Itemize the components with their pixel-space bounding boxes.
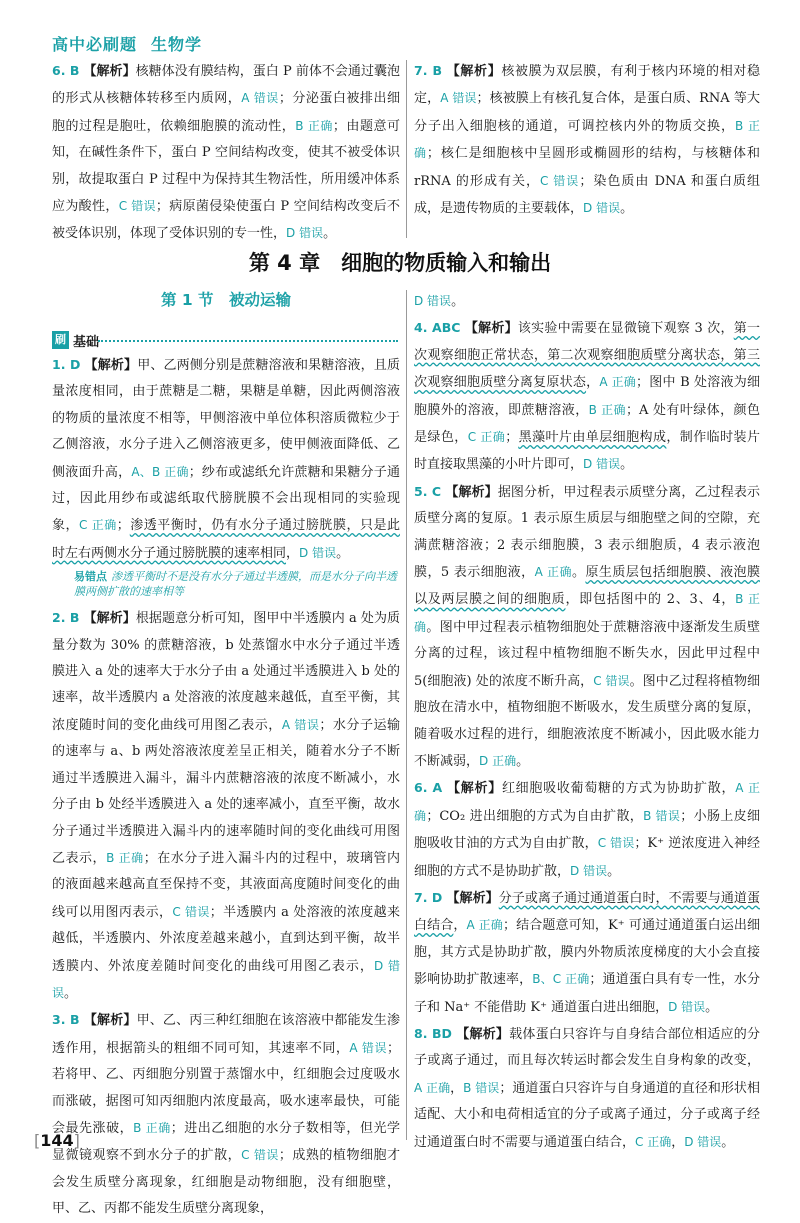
answer-text: ， <box>586 375 600 391</box>
analysis-tag: 【解析】 <box>83 611 136 627</box>
option-verdict: A 错误 <box>241 91 279 106</box>
analysis-tag: 【解析】 <box>447 781 502 797</box>
question-number: 6. B <box>52 63 80 78</box>
answer-text: ，制作临时装片时直接取黑藻的小叶片即可， <box>414 430 760 473</box>
analysis-tag: 【解析】 <box>84 358 138 373</box>
option-verdict: C 错误 <box>540 173 580 188</box>
option-verdict: D 错误 <box>583 201 621 216</box>
option-verdict: C 错误 <box>241 1148 279 1163</box>
answer-text: 。图中甲过程表示植物细胞处于蔗糖溶液中逐渐发生质壁分离的过程，该过程中植物细胞不断失水，因此甲过程中 5(细胞液) 处的浓度不断升高， <box>414 619 760 689</box>
basic-label <box>52 330 99 350</box>
option-verdict: D 错误 <box>684 1134 722 1149</box>
analysis-tag: 【解析】 <box>446 64 502 79</box>
error-note <box>74 569 400 599</box>
analysis-tag: 【解析】 <box>464 321 518 337</box>
option-verdict: B 错误 <box>643 808 681 823</box>
analysis-tag: 【解析】 <box>456 1026 510 1042</box>
column-divider <box>406 60 407 238</box>
answer-text: 。 <box>620 201 634 217</box>
answer-3-continued <box>414 288 760 315</box>
answer-text: ；核被膜上有核孔复合体，是蛋白质、RNA 等大分子出入细胞核的通道，可调控核内外的物质交换， <box>414 91 760 134</box>
answer-text: 甲、乙两侧分别是蔗糖溶液和果糖溶液，且质量浓度相同，由于蔗糖是二糖，果糖是单糖，因此两侧溶液的物质的量浓度不相等，甲侧溶液中单位体积溶质微粒少于乙侧溶液，水分子进入乙侧溶液更多，使甲侧液面降低、乙侧液面升高， <box>52 358 400 480</box>
left-column <box>52 352 400 1223</box>
answer-text: ； <box>116 518 130 534</box>
highlighted-text: 黑藻叶片由单层细胞构成 <box>518 430 667 446</box>
answer-text: ；病原菌侵染使蛋白 P 空间结构改变后不被受体识别，体现了受体识别的专一性， <box>52 199 400 242</box>
option-verdict: D 正确 <box>479 753 517 768</box>
option-verdict: A 正确 <box>466 918 503 933</box>
analysis-tag: 【解析】 <box>83 64 136 79</box>
option-verdict: B 正确 <box>588 402 626 417</box>
answer-text: ；K⁺ 逆浓度进入神经细胞的方式不是协助扩散， <box>414 836 760 879</box>
answer-text: ；图中 B 处溶液为细胞膜外的溶液，即蔗糖溶液， <box>414 375 760 418</box>
series-title: 高中必刷题 <box>52 35 138 54</box>
answer-5 <box>414 479 760 775</box>
answer-text: ；核仁是细胞核中呈圆形或椭圆形的结构，与核糖体和 rRNA 的形成有关， <box>414 146 760 189</box>
option-verdict: A 正确 <box>534 565 572 580</box>
answer-text: ， <box>286 545 300 561</box>
question-number: 3. B <box>52 1012 80 1028</box>
answer-text: ； <box>505 430 519 446</box>
note-text: 渗透平衡时不是没有水分子通过半透膜，而是水分子向半透膜两侧扩散的速率相等 <box>74 570 397 599</box>
answer-text: ；半透膜内 a 处溶液的浓度越来越低，半透膜内、外浓度差越来越小，直到达到平衡，故半透膜内、外浓度差随时间变化的曲线可用图乙表示， <box>52 904 400 974</box>
question-number: 5. C <box>414 483 442 499</box>
answer-text: 。 <box>607 863 621 879</box>
highlighted-text: 渗透平衡时，仍有水分子通过膀胱膜，只是此时左右两侧水分子通过膀胱膜的速率相同 <box>52 518 400 561</box>
answer-7-top <box>414 58 760 222</box>
option-verdict: D 错误 <box>583 457 621 472</box>
column-divider <box>406 290 407 1140</box>
analysis-tag: 【解析】 <box>446 890 499 906</box>
answer-text: ；结合题意可知，K⁺ 可通过通道蛋白运出细胞，其方式是协助扩散，膜内外物质浓度梯度的大小会直接影响协助扩散速率， <box>414 918 760 988</box>
page-number: [ 144 ] <box>34 1131 80 1150</box>
answer-1 <box>52 352 400 567</box>
option-verdict: A 错误 <box>440 91 477 106</box>
subject-title: 生物学 <box>151 35 203 54</box>
answer-text: 。 <box>705 999 719 1015</box>
answer-text: ；小肠上皮细胞吸收甘油的方式为自由扩散， <box>414 808 760 852</box>
option-verdict: A、B 正确 <box>131 464 189 479</box>
option-verdict: D 错误 <box>570 863 608 878</box>
answer-text: ；CO₂ 进出细胞的方式为自由扩散， <box>426 808 644 824</box>
answer-text: 核糖体没有膜结构，蛋白 P 前体不会通过囊泡的形式从核糖体转移至内质网， <box>52 64 400 107</box>
option-verdict: A 错误 <box>281 717 320 732</box>
answer-text: 。 <box>64 985 78 1001</box>
option-verdict: D 错误 <box>668 999 706 1014</box>
answer-text: ；成熟的植物细胞才会发生质壁分离现象，红细胞是动物细胞，没有细胞壁，甲、乙、丙都不能发生质壁分离现象， <box>52 1148 400 1217</box>
section-title: 第 1 节 被动运输 <box>160 291 292 309</box>
highlighted-text: 分子或离子通过通道蛋白时，不需要与通道蛋白结合 <box>414 890 760 934</box>
option-verdict: C 错误 <box>172 904 210 919</box>
answer-text: 载体蛋白只容许与自身结合部位相适应的分子或离子通过，而且每次转运时都会发生自身构象的改变， <box>414 1026 760 1069</box>
answer-text: ，即包括图中的 2、3、4， <box>565 592 736 608</box>
option-verdict: D 错误 <box>52 958 400 1000</box>
answer-text: 。 <box>721 1134 735 1150</box>
answer-text: 红细胞吸收葡萄糖的方式为协助扩散， <box>501 781 736 797</box>
answer-text: 根据题意分析可知，图甲中半透膜内 a 处为质量分数为 30% 的蔗糖溶液，b 处蒸馏水中水分子通过半透膜进入 a 处的速率大于水分子由 a 处通过半透膜进入 b 处的速率，故半透膜内 a 处溶液的浓度越来越低，直至平衡，其浓度随时间的变化曲线可用图乙表示， <box>52 611 400 733</box>
answer-text: 。 <box>571 565 586 581</box>
dotted-rule <box>98 340 398 342</box>
option-verdict: B 正确 <box>133 1120 171 1135</box>
answer-text: 据图分析，甲过程表示质壁分离，乙过程表示质壁分离的复原。1 表示原生质层与细胞壁之间的空隙，充满蔗糖溶液；2 表示细胞膜，3 表示细胞质，4 表示液泡膜，5 表示细胞液， <box>414 484 760 581</box>
answer-text: ；水分子运输的速率与 a、b 两处溶液浓度差呈正相关，随着水分子不断通过半透膜进入漏斗，漏斗内蔗糖溶液的浓度不断减小，水分子由 b 处经半透膜进入 a 处的速率减小，直至平衡，故水分子通过半透膜进入漏斗内的速率随时间的变化曲线可用图乙表示， <box>52 717 400 866</box>
answer-text: 。 <box>323 226 337 242</box>
option-verdict: D 错误 <box>299 545 337 560</box>
question-number: 1. D <box>52 357 81 372</box>
answer-text: ；A 处有叶绿体，颜色是绿色， <box>414 402 760 446</box>
answer-text: ；通道蛋白具有专一性，水分子和 Na⁺ 不能借助 K⁺ 通道蛋白进出细胞， <box>414 972 760 1015</box>
answer-text: ， <box>450 1080 464 1096</box>
right-column <box>414 288 760 1156</box>
option-verdict: C 正确 <box>467 430 506 445</box>
answer-text: 。 <box>620 457 634 473</box>
answer-text: ；纱布或滤纸允许蔗糖和果糖分子通过，因此用纱布或滤纸取代膀胱膜不会出现相同的实验现象， <box>52 464 400 534</box>
option-verdict: A 正确 <box>414 781 760 823</box>
page-header <box>52 32 202 55</box>
answer-text: 核被膜为双层膜，有利于核内环境的相对稳定， <box>414 64 760 107</box>
answer-text: 甲、乙、丙三种红细胞在该溶液中都能发生渗透作用，根据箭头的粗细不同可知，其速率不同， <box>52 1013 400 1056</box>
answer-block <box>414 58 760 222</box>
highlighted-text: 第一次观察细胞正常状态，第二次观察细胞质壁分离状态，第三次观察细胞质壁分离复原状态 <box>414 321 760 391</box>
answer-text: ；由题意可知，在碱性条件下，蛋白 P 空间结构改变，使其不被受体识别，故提取蛋白 P 过程中为保持其生物活性，所用缓冲体系应为酸性， <box>52 118 400 215</box>
option-verdict: B 正确 <box>414 592 760 634</box>
question-number: 7. B <box>414 63 442 78</box>
option-verdict: D 错误 <box>414 294 452 308</box>
answer-2 <box>52 605 400 1007</box>
option-verdict: C 正确 <box>79 518 117 533</box>
option-verdict: A 正确 <box>599 375 637 390</box>
answer-text: 。 <box>451 294 465 309</box>
answer-text: 。图中乙过程将植物细胞放在清水中，植物细胞不断吸水，发生质壁分离的复原，随着吸水过程的进行，细胞液浓度不断减小，因此吸水能力不断减弱， <box>414 673 760 769</box>
answer-text: ；在水分子进入漏斗内的过程中，玻璃管内的液面越来越高直至保持不变，其液面高度随时间变化的曲线可以用图丙表示， <box>52 850 400 920</box>
analysis-tag: 【解析】 <box>83 1013 137 1029</box>
option-verdict: C 错误 <box>597 836 635 851</box>
question-number: 6. A <box>414 780 443 796</box>
error-point-icon: 易错点 <box>74 570 107 584</box>
answer-6 <box>414 775 760 885</box>
highlighted-text: 原生质层包括细胞膜、液泡膜以及两层膜之间的细胞质 <box>414 565 760 608</box>
option-verdict: B 正确 <box>295 118 333 133</box>
answer-text: 。 <box>336 545 350 561</box>
answer-text: ；若将甲、乙、丙细胞分别置于蒸馏水中，红细胞会过度吸水而涨破，据图可知丙细胞内浓度最高，吸水速率最快，可能会最先涨破， <box>52 1040 400 1136</box>
answer-block <box>52 58 400 248</box>
answer-text: ， <box>671 1134 685 1150</box>
chapter-title: 第 4 章 细胞的物质输入和输出 <box>248 251 552 275</box>
answer-text: ；进出乙细胞的水分子数相等，但光学显微镜观察不到水分子的扩散， <box>52 1120 400 1164</box>
answer-text: ；通道蛋白只容许与自身通道的直径和形状相适配、大小和电荷相适宜的分子或离子通过，分子或离子经过通道蛋白时不需要与通道蛋白结合， <box>414 1080 760 1150</box>
option-verdict: A 错误 <box>349 1040 387 1055</box>
option-verdict: B、C 正确 <box>532 972 590 987</box>
answer-6-top <box>52 58 400 248</box>
answer-text: 。 <box>516 753 530 769</box>
answer-7 <box>414 885 760 1021</box>
option-verdict: C 正确 <box>635 1134 672 1149</box>
answer-text: ， <box>453 918 467 934</box>
analysis-tag: 【解析】 <box>445 484 498 500</box>
answer-8 <box>414 1021 760 1156</box>
question-number: 2. B <box>52 610 80 626</box>
basic-label-text: 基础 <box>73 334 100 350</box>
question-number: 8. BD <box>414 1025 452 1041</box>
option-verdict: C 错误 <box>118 199 156 214</box>
answer-text: ；染色质由 DNA 和蛋白质组成，是遗传物质的主要载体， <box>414 173 760 217</box>
option-verdict: C 错误 <box>593 673 630 688</box>
option-verdict: B 正确 <box>106 850 144 865</box>
option-verdict: B 错误 <box>463 1080 500 1095</box>
option-verdict: A 正确 <box>414 1080 451 1095</box>
question-number: 7. D <box>414 889 443 905</box>
option-verdict: B 正确 <box>414 118 760 161</box>
answer-3 <box>52 1007 400 1222</box>
brush-tag: 刷 <box>52 331 69 349</box>
question-number: 4. ABC <box>414 320 461 336</box>
answer-text: 该实验中需要在显微镜下观察 3 次， <box>517 321 734 337</box>
answer-4 <box>414 315 760 478</box>
answer-text: ；分泌蛋白被排出细胞的过程是胞吐，依赖细胞膜的流动性， <box>52 91 400 134</box>
option-verdict: D 错误 <box>286 226 324 241</box>
